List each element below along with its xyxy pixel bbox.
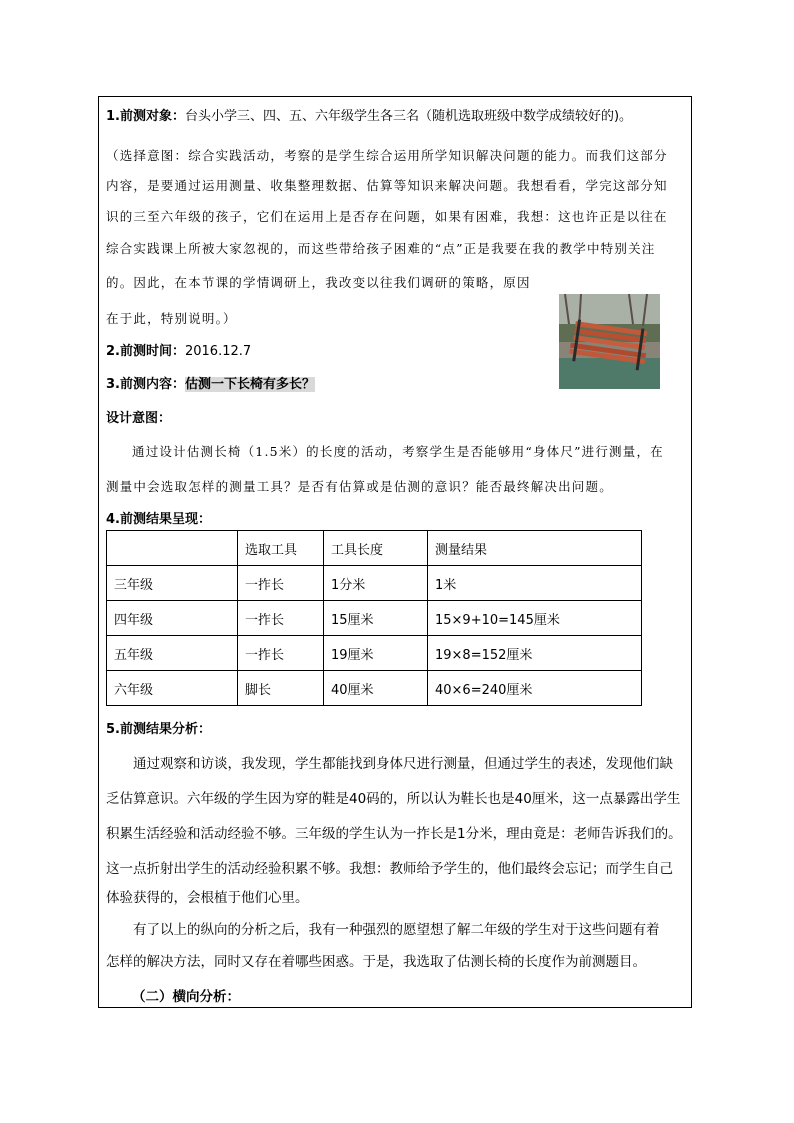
table-cell: 19厘米 bbox=[324, 636, 428, 671]
table-cell: 19×8=152厘米 bbox=[428, 636, 642, 671]
intent-note-line-4: 综合实践课上所被大家忽视的，而这些带给孩子困难的“点”正是我要在我的教学中特别关注 bbox=[106, 241, 656, 256]
table-row bbox=[107, 636, 642, 671]
table-cell: 15×9+10=145厘米 bbox=[428, 601, 642, 636]
intent-note-line-5: 的。因此，在本节课的学情调研上，我改变以往我们调研的策略，原因 bbox=[106, 275, 531, 290]
section-5-heading: 5.前测结果分析： bbox=[106, 722, 211, 737]
analysis-para2-line-2: 怎样的解决方法，同时又存在着哪些困惑。于是，我选取了估测长椅的长度作为前测题目。 bbox=[106, 954, 646, 970]
table-cell: 1米 bbox=[428, 566, 642, 601]
section-1 bbox=[106, 108, 632, 126]
section-3-heading: 3.前测内容： bbox=[106, 377, 185, 392]
table-row bbox=[107, 601, 642, 636]
table-header-row bbox=[107, 531, 642, 566]
design-line-2: 测量中会选取怎样的测量工具？是否有估算或是估测的意识？能否最终解决出问题。 bbox=[106, 479, 613, 494]
intent-note-line-6: 在于此，特别说明。） bbox=[106, 311, 237, 326]
table-header-cell bbox=[107, 531, 238, 566]
analysis-para1-line-4: 这一点折射出学生的活动经验积累不够。我想：教师给予学生的，他们最终会忘记；而学生自己 bbox=[106, 861, 673, 877]
bench-photo bbox=[559, 294, 660, 389]
table-cell: 三年级 bbox=[107, 566, 238, 601]
table-row bbox=[107, 671, 642, 706]
section-2-heading: 2.前测时间： bbox=[106, 344, 185, 359]
table-row bbox=[107, 566, 642, 601]
table-header-cell: 选取工具 bbox=[238, 531, 324, 566]
section-2-text: 2016.12.7 bbox=[184, 344, 252, 359]
section-1-heading: 1.前测对象： bbox=[106, 109, 185, 124]
table-cell: 15厘米 bbox=[324, 601, 428, 636]
table-cell: 一拃长 bbox=[238, 636, 324, 671]
section-2 bbox=[106, 343, 251, 361]
analysis-para1-line-3: 积累生活经验和活动经验不够。三年级的学生认为一拃长是1分米，理由竟是：老师告诉我们的。 bbox=[106, 826, 682, 842]
table-cell: 一拃长 bbox=[238, 566, 324, 601]
section-3 bbox=[106, 376, 315, 394]
intent-note-line-1: （选择意图：综合实践活动，考察的是学生综合运用所学知识解决问题的能力。而我们这部分 bbox=[106, 148, 668, 163]
section-3-text: 估测一下长椅有多长？ bbox=[184, 377, 315, 392]
table-cell: 五年级 bbox=[107, 636, 238, 671]
section-1-text: 台头小学三、四、五、六年级学生各三名（随机选取班级中数学成绩较好的)。 bbox=[184, 109, 633, 124]
table-cell: 六年级 bbox=[107, 671, 238, 706]
analysis-para1-line-5: 体验获得的，会根植于他们心里。 bbox=[106, 890, 309, 906]
table-cell: 40×6=240厘米 bbox=[428, 671, 642, 706]
analysis-para2-line-1: 有了以上的纵向的分析之后，我有一种强烈的愿望想了解二年级的学生对于这些问题有着 bbox=[133, 922, 660, 938]
results-table bbox=[106, 530, 642, 706]
section-6-heading: （二）横向分析： bbox=[132, 989, 240, 1005]
design-line-1: 通过设计估测长椅（1.5米）的长度的活动，考察学生是否能够用“身体尺”进行测量，在 bbox=[132, 444, 664, 459]
analysis-para1-line-1: 通过观察和访谈，我发现，学生都能找到身体尺进行测量，但通过学生的表述，发现他们缺 bbox=[133, 756, 673, 772]
design-heading: 设计意图： bbox=[106, 411, 172, 426]
intent-note-line-3: 识的三至六年级的孩子，它们在运用上是否存在问题，如果有困难，我想：这也许正是以往在 bbox=[106, 209, 668, 224]
table-cell: 1分米 bbox=[324, 566, 428, 601]
section-4-heading: 4.前测结果呈现： bbox=[106, 512, 211, 527]
table-cell: 一拃长 bbox=[238, 601, 324, 636]
analysis-para1-line-2: 乏估算意识。六年级的学生因为穿的鞋是40码的，所以认为鞋长也是40厘米，这一点暴露出学生 bbox=[106, 791, 681, 807]
table-header-cell: 工具长度 bbox=[324, 531, 428, 566]
table-header-cell: 测量结果 bbox=[428, 531, 642, 566]
table-cell: 脚长 bbox=[238, 671, 324, 706]
table-cell: 40厘米 bbox=[324, 671, 428, 706]
intent-note-line-2: 内容，是要通过运用测量、收集整理数据、估算等知识来解决问题。我想看看，学完这部分知 bbox=[106, 178, 668, 193]
table-cell: 四年级 bbox=[107, 601, 238, 636]
